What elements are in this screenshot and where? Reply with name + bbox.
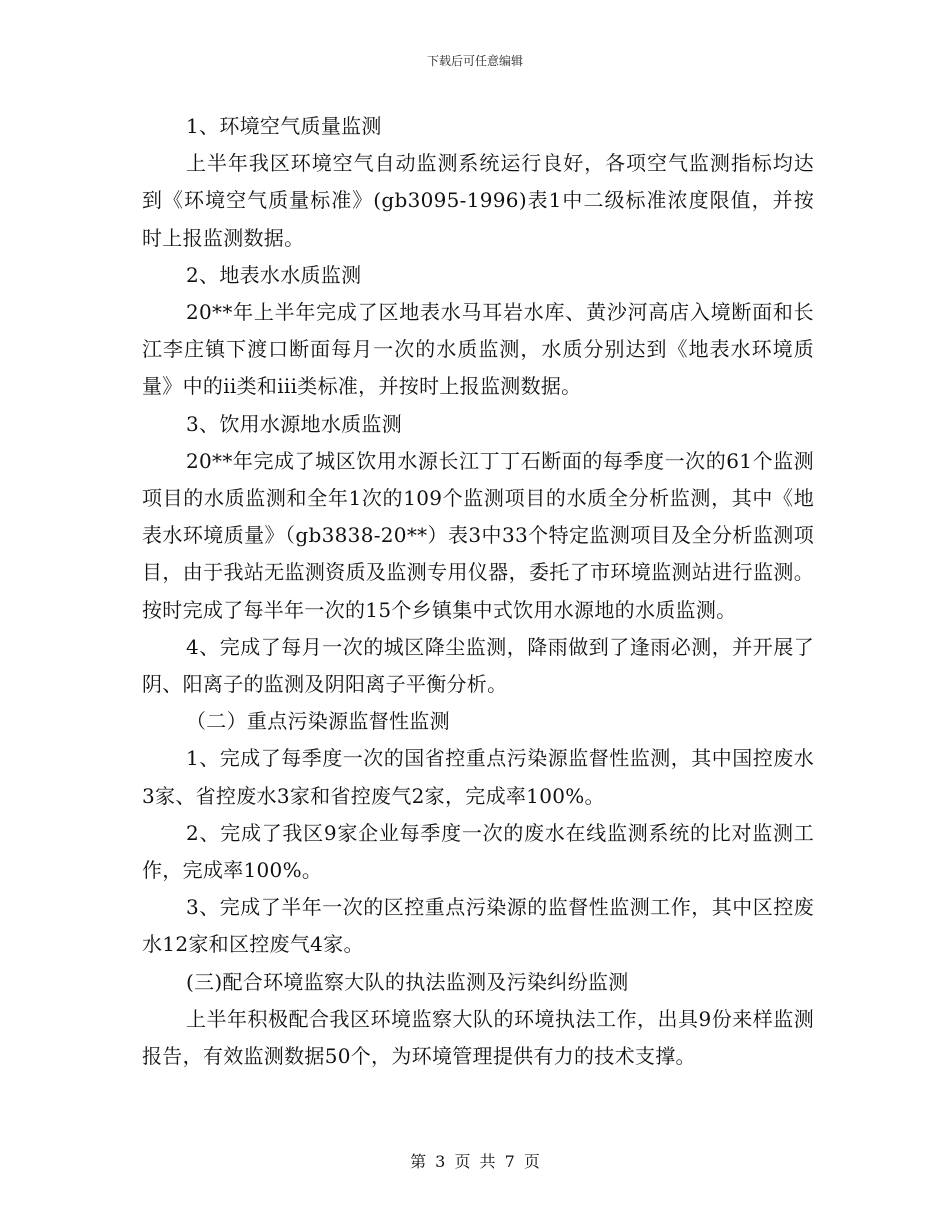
heading-surface-water: 2、地表水水质监测 [186,262,362,287]
paragraph-pollution-3: 3、完成了半年一次的区控重点污染源的监督性监测工作，其中区控废水12家和区控废气4家。 [142,895,814,957]
paragraph-enforcement: 上半年积极配合我区环境监察大队的环境执法工作，出具9份来样监测报告，有效监测数据50个，为环境管理提供有力的技术支撑。 [142,1006,814,1069]
paragraph-dustfall: 4、完成了每月一次的城区降尘监测，降雨做到了逢雨必测，并开展了阴、阳离子的监测及阴阳离子平衡分析。 [142,634,814,697]
page-header: 下载后可任意编辑 [426,54,523,68]
heading-drinking-water: 3、饮用水源地水质监测 [186,411,403,436]
heading-air-quality: 1、环境空气质量监测 [186,114,382,138]
page-footer: 第 3 页 共 7 页 [410,1152,540,1171]
heading-pollution-sources: （二）重点污染源监督性监测 [186,709,450,734]
document-body [142,108,814,1075]
paragraph-pollution-2: 2、完成了我区9家企业每季度一次的废水在线监测系统的比对监测工作，完成率100%。 [142,820,814,883]
heading-enforcement: (三)配合环境监察大队的执法监测及污染纠纷监测 [186,969,629,994]
paragraph-surface-water: 20**年上半年完成了区地表水马耳岩水库、黄沙河高店入境断面和长江李庄镇下渡口断面每月一次的水质监测，水质分别达到《地表水环境质量》中的ii类和iii类标准，并按时上报监测数据。 [142,300,814,399]
paragraph-drinking-water: 20**年完成了城区饮用水源长江丁丁石断面的每季度一次的61个监测项目的水质监测和全年1次的109个监测项目的水质全分析监测，其中《地表水环境质量》（gb3838-20**）表3中33个特定监测项目及全分析监测项目，由于我站无监测资质及监测专用仪器，委托了市环境监测站进行监测。按时完成了每半年一次的15个乡镇集中式饮用水源地的水质监测。 [142,448,814,622]
paragraph-air-quality: 上半年我区环境空气自动监测系统运行良好，各项空气监测指标均达到《环境空气质量标准》(gb3095-1996)表1中二级标准浓度限值，并按时上报监测数据。 [142,151,814,250]
paragraph-pollution-1: 1、完成了每季度一次的国省控重点污染源监督性监测，其中国控废水3家、省控废水3家和省控废气2家，完成率100%。 [142,746,814,808]
